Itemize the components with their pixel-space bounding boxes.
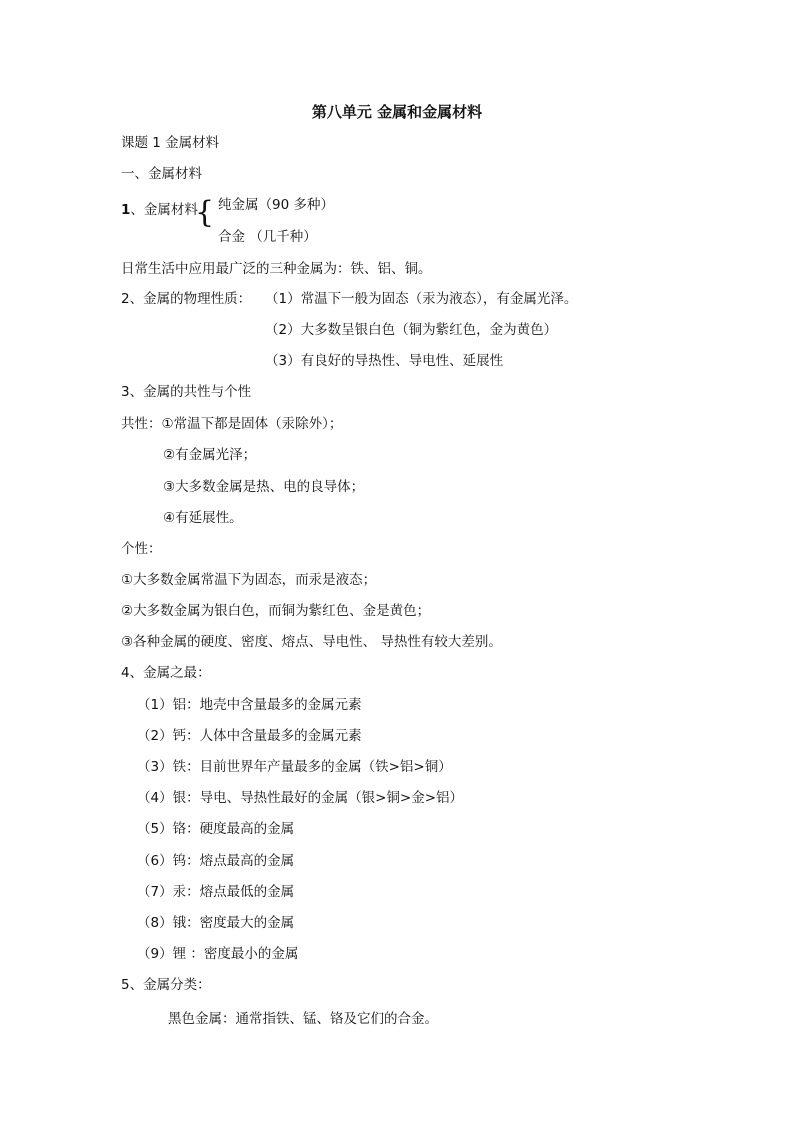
section-5-heading: 5、金属分类： [121,977,211,993]
common-property-2: ②有金属光泽； [163,447,257,463]
metal-record-6: （6）钨：熔点最高的金属 [137,853,295,869]
alloy-line: 合金 （几千种） [218,229,317,245]
metal-record-4: （4）银：导电、导热性最好的金属（银>铜>金>铝） [137,790,464,806]
metal-record-5: （5）铬：硬度最高的金属 [137,821,295,837]
common-property-4: ④有延展性。 [163,510,243,526]
pure-metal-line: 纯金属（90 多种） [218,197,334,213]
physical-property-3: （3）有良好的导热性、导电性、延展性 [265,353,504,369]
common-property-1: 共性：①常温下都是固体（汞除外）； [121,416,343,432]
section-2-heading: 2、金属的物理性质： [121,291,252,307]
metal-record-7: （7）汞：熔点最低的金属 [137,884,295,900]
physical-property-1: （1）常温下一般为固态（汞为液态），有金属光泽。 [265,291,578,307]
section-1-heading: 一、金属材料 [121,166,202,182]
section-3-heading: 3、金属的共性与个性 [121,384,252,400]
section-4-heading: 4、金属之最： [121,665,211,681]
metal-record-8: （8）锇：密度最大的金属 [137,915,295,931]
individual-property-3: ③各种金属的硬度、密度、熔点、导电性、 导热性有较大差别。 [121,634,502,650]
physical-property-2: （2）大多数呈银白色（铜为紫红色，金为黄色） [265,322,558,338]
page-title: 第八单元 金属和金属材料 [311,103,483,121]
common-property-3: ③大多数金属是热、电的良导体； [163,479,365,495]
metal-materials-number: 1 [121,202,131,218]
metal-record-2: （2）钙：人体中含量最多的金属元素 [137,728,362,744]
individual-property-2: ②大多数金属为银白色，而铜为紫红色、金是黄色； [121,603,431,619]
classification-brace: { [195,195,215,230]
ferrous-metals: 黑色金属：通常指铁、锰、铬及它们的合金。 [168,1011,438,1027]
lesson-heading: 课题 1 金属材料 [121,135,220,151]
daily-use-metals: 日常生活中应用最广泛的三种金属为：铁、铝、铜。 [121,261,432,277]
individual-label: 个性： [121,541,162,557]
metal-record-3: （3）铁：目前世界年产量最多的金属（铁>铝>铜） [137,759,452,775]
individual-property-1: ①大多数金属常温下为固态，而汞是液态； [121,572,377,588]
metal-materials-label [121,201,198,219]
metal-materials-text: 、金属材料 [130,202,198,218]
metal-record-9: （9）锂 ：密度最小的金属 [137,946,299,962]
metal-record-1: （1）铝：地壳中含量最多的金属元素 [137,697,362,713]
